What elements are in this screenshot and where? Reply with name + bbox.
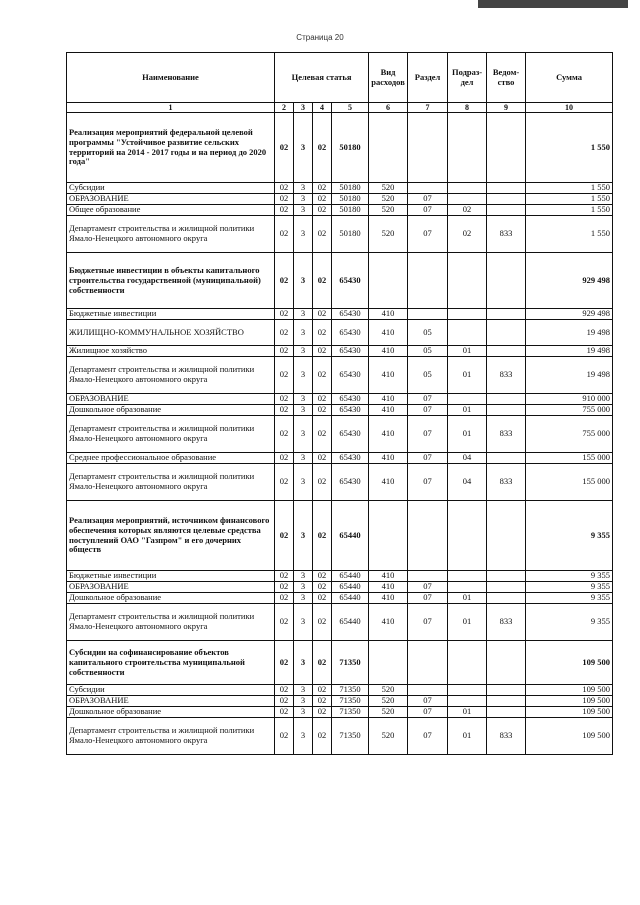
table-row — [67, 696, 613, 707]
subsection-cell: 04 — [448, 464, 487, 501]
target-program-cell: 02 — [275, 405, 294, 416]
table-row — [67, 707, 613, 718]
row-name-cell: Реализация мероприятий федеральной целевой программы "Устойчивое развитие сельских территорий на 2014 - 2017 годы и на период до 2020 года" — [67, 113, 275, 183]
target-subprogram-cell: 3 — [294, 501, 313, 571]
target-group-cell: 02 — [313, 696, 332, 707]
section-cell: 07 — [408, 582, 448, 593]
expense-type-cell: 410 — [369, 593, 408, 604]
target-code-cell: 65430 — [332, 309, 369, 320]
row-name-cell: ОБРАЗОВАНИЕ — [67, 582, 275, 593]
target-program-cell: 02 — [275, 216, 294, 253]
sum-cell: 9 355 — [526, 571, 613, 582]
table-row — [67, 582, 613, 593]
target-program-cell: 02 — [275, 707, 294, 718]
subsection-cell — [448, 582, 487, 593]
sum-cell: 19 498 — [526, 357, 613, 394]
table-row — [67, 604, 613, 641]
table-row — [67, 685, 613, 696]
department-cell: 833 — [487, 216, 526, 253]
sum-cell: 109 500 — [526, 718, 613, 755]
target-program-cell: 02 — [275, 685, 294, 696]
col-num: 10 — [526, 103, 613, 113]
col-num: 3 — [294, 103, 313, 113]
department-cell — [487, 113, 526, 183]
section-cell: 07 — [408, 593, 448, 604]
target-program-cell: 02 — [275, 253, 294, 309]
sum-cell: 1 550 — [526, 216, 613, 253]
department-cell: 833 — [487, 416, 526, 453]
row-name-cell: Департамент строительства и жилищной политики Ямало-Ненецкого автономного округа — [67, 464, 275, 501]
row-name-cell: Субсидии — [67, 685, 275, 696]
section-cell — [408, 501, 448, 571]
section-cell: 07 — [408, 405, 448, 416]
section-cell — [408, 183, 448, 194]
sum-cell: 1 550 — [526, 113, 613, 183]
table-row — [67, 205, 613, 216]
target-group-cell: 02 — [313, 253, 332, 309]
target-group-cell: 02 — [313, 346, 332, 357]
section-cell: 07 — [408, 194, 448, 205]
expense-type-cell: 410 — [369, 571, 408, 582]
section-cell: 07 — [408, 416, 448, 453]
subsection-cell: 01 — [448, 346, 487, 357]
expense-type-cell: 410 — [369, 604, 408, 641]
section-cell: 05 — [408, 320, 448, 346]
expense-type-cell: 410 — [369, 405, 408, 416]
target-code-cell: 50180 — [332, 194, 369, 205]
target-group-cell: 02 — [313, 641, 332, 685]
expense-type-cell — [369, 253, 408, 309]
header-name: Наименование — [67, 53, 275, 103]
target-code-cell: 65430 — [332, 453, 369, 464]
subsection-cell — [448, 501, 487, 571]
target-group-cell: 02 — [313, 394, 332, 405]
sum-cell: 929 498 — [526, 253, 613, 309]
department-cell — [487, 685, 526, 696]
target-subprogram-cell: 3 — [294, 394, 313, 405]
target-code-cell: 71350 — [332, 718, 369, 755]
table-row — [67, 453, 613, 464]
expense-type-cell: 520 — [369, 718, 408, 755]
department-cell — [487, 453, 526, 464]
target-group-cell: 02 — [313, 416, 332, 453]
section-cell — [408, 113, 448, 183]
target-group-cell: 02 — [313, 357, 332, 394]
target-code-cell: 71350 — [332, 707, 369, 718]
target-subprogram-cell: 3 — [294, 604, 313, 641]
department-cell — [487, 320, 526, 346]
table-row — [67, 464, 613, 501]
column-number-row — [67, 103, 613, 113]
expense-type-cell: 520 — [369, 205, 408, 216]
target-group-cell: 02 — [313, 464, 332, 501]
row-name-cell: Жилищное хозяйство — [67, 346, 275, 357]
target-code-cell: 71350 — [332, 696, 369, 707]
department-cell — [487, 253, 526, 309]
expense-type-cell: 520 — [369, 194, 408, 205]
expense-type-cell: 410 — [369, 309, 408, 320]
expense-type-cell: 410 — [369, 416, 408, 453]
subsection-cell — [448, 571, 487, 582]
subsection-cell: 04 — [448, 453, 487, 464]
subsection-cell: 01 — [448, 416, 487, 453]
target-group-cell: 02 — [313, 183, 332, 194]
section-cell — [408, 309, 448, 320]
expense-type-cell: 410 — [369, 394, 408, 405]
target-program-cell: 02 — [275, 582, 294, 593]
target-subprogram-cell: 3 — [294, 183, 313, 194]
table-row — [67, 309, 613, 320]
target-program-cell: 02 — [275, 604, 294, 641]
row-name-cell: ОБРАЗОВАНИЕ — [67, 696, 275, 707]
subsection-cell: 01 — [448, 604, 487, 641]
target-program-cell: 02 — [275, 416, 294, 453]
row-name-cell: Общее образование — [67, 205, 275, 216]
subsection-cell — [448, 696, 487, 707]
target-code-cell: 65440 — [332, 604, 369, 641]
table-row — [67, 183, 613, 194]
section-cell — [408, 641, 448, 685]
row-name-cell: Дошкольное образование — [67, 405, 275, 416]
target-code-cell: 50180 — [332, 216, 369, 253]
section-cell: 05 — [408, 346, 448, 357]
header-expense-type: Вид расходов — [369, 53, 408, 103]
target-group-cell: 02 — [313, 685, 332, 696]
target-code-cell: 71350 — [332, 685, 369, 696]
expense-type-cell: 520 — [369, 183, 408, 194]
target-group-cell: 02 — [313, 718, 332, 755]
table-row — [67, 416, 613, 453]
row-name-cell: Дошкольное образование — [67, 707, 275, 718]
department-cell: 833 — [487, 718, 526, 755]
target-code-cell: 65430 — [332, 416, 369, 453]
target-code-cell: 65440 — [332, 582, 369, 593]
target-subprogram-cell: 3 — [294, 707, 313, 718]
row-name-cell: ЖИЛИЩНО-КОММУНАЛЬНОЕ ХОЗЯЙСТВО — [67, 320, 275, 346]
row-name-cell: Субсидии — [67, 183, 275, 194]
target-program-cell: 02 — [275, 320, 294, 346]
row-name-cell: Департамент строительства и жилищной политики Ямало-Ненецкого автономного округа — [67, 216, 275, 253]
row-name-cell: Субсидии на софинансирование объектов капитального строительства муниципальной собственности — [67, 641, 275, 685]
expense-type-cell: 520 — [369, 696, 408, 707]
target-subprogram-cell: 3 — [294, 685, 313, 696]
subsection-cell: 01 — [448, 405, 487, 416]
department-cell: 833 — [487, 464, 526, 501]
expense-type-cell: 410 — [369, 357, 408, 394]
sum-cell: 9 355 — [526, 593, 613, 604]
department-cell — [487, 309, 526, 320]
target-group-cell: 02 — [313, 205, 332, 216]
table-row — [67, 346, 613, 357]
sum-cell: 1 550 — [526, 183, 613, 194]
sum-cell: 1 550 — [526, 205, 613, 216]
department-cell: 833 — [487, 604, 526, 641]
target-code-cell: 50180 — [332, 113, 369, 183]
table-row — [67, 394, 613, 405]
target-program-cell: 02 — [275, 346, 294, 357]
target-program-cell: 02 — [275, 464, 294, 501]
page-label: Страница 20 — [296, 33, 344, 42]
row-name-cell: Бюджетные инвестиции — [67, 571, 275, 582]
row-name-cell: Дошкольное образование — [67, 593, 275, 604]
target-program-cell: 02 — [275, 501, 294, 571]
section-cell — [408, 685, 448, 696]
sum-cell: 1 550 — [526, 194, 613, 205]
budget-table — [66, 52, 613, 755]
table-row — [67, 357, 613, 394]
table-row — [67, 405, 613, 416]
expense-type-cell: 410 — [369, 464, 408, 501]
target-subprogram-cell: 3 — [294, 641, 313, 685]
target-program-cell: 02 — [275, 696, 294, 707]
target-group-cell: 02 — [313, 309, 332, 320]
section-cell: 07 — [408, 464, 448, 501]
expense-type-cell: 410 — [369, 346, 408, 357]
sum-cell: 109 500 — [526, 641, 613, 685]
row-name-cell: Реализация мероприятий, источником финансового обеспечения которых являются целевые средства поступлений ОАО "Газпром" и его дочерних обществ — [67, 501, 275, 571]
section-cell: 07 — [408, 205, 448, 216]
row-name-cell: Департамент строительства и жилищной политики Ямало-Ненецкого автономного округа — [67, 416, 275, 453]
target-program-cell: 02 — [275, 571, 294, 582]
target-program-cell: 02 — [275, 718, 294, 755]
expense-type-cell: 410 — [369, 582, 408, 593]
target-code-cell: 65430 — [332, 394, 369, 405]
target-code-cell: 65440 — [332, 571, 369, 582]
sum-cell: 755 000 — [526, 405, 613, 416]
target-code-cell: 65430 — [332, 464, 369, 501]
section-cell: 07 — [408, 696, 448, 707]
department-cell — [487, 346, 526, 357]
department-cell — [487, 593, 526, 604]
sum-cell: 155 000 — [526, 464, 613, 501]
subsection-cell: 01 — [448, 357, 487, 394]
sum-cell: 9 355 — [526, 582, 613, 593]
department-cell — [487, 696, 526, 707]
target-subprogram-cell: 3 — [294, 464, 313, 501]
header-sum: Сумма — [526, 53, 613, 103]
target-subprogram-cell: 3 — [294, 405, 313, 416]
target-subprogram-cell: 3 — [294, 357, 313, 394]
target-subprogram-cell: 3 — [294, 582, 313, 593]
subsection-cell — [448, 685, 487, 696]
department-cell — [487, 641, 526, 685]
sum-cell: 9 355 — [526, 604, 613, 641]
section-cell: 07 — [408, 718, 448, 755]
subsection-cell: 02 — [448, 216, 487, 253]
expense-type-cell — [369, 501, 408, 571]
table-row — [67, 501, 613, 571]
section-cell — [408, 571, 448, 582]
target-code-cell: 71350 — [332, 641, 369, 685]
table-row — [67, 320, 613, 346]
expense-type-cell: 520 — [369, 685, 408, 696]
department-cell: 833 — [487, 357, 526, 394]
subsection-cell: 01 — [448, 718, 487, 755]
table-row — [67, 718, 613, 755]
target-program-cell: 02 — [275, 593, 294, 604]
subsection-cell — [448, 183, 487, 194]
section-cell: 07 — [408, 216, 448, 253]
sum-cell: 19 498 — [526, 346, 613, 357]
table-row — [67, 253, 613, 309]
scan-artifact — [478, 0, 628, 8]
subsection-cell — [448, 253, 487, 309]
target-subprogram-cell: 3 — [294, 309, 313, 320]
table-row — [67, 641, 613, 685]
target-program-cell: 02 — [275, 309, 294, 320]
sum-cell: 109 500 — [526, 707, 613, 718]
target-group-cell: 02 — [313, 501, 332, 571]
department-cell — [487, 205, 526, 216]
target-program-cell: 02 — [275, 394, 294, 405]
col-num: 2 — [275, 103, 294, 113]
target-code-cell: 65430 — [332, 320, 369, 346]
header-department: Ведом-ство — [487, 53, 526, 103]
target-code-cell: 50180 — [332, 205, 369, 216]
target-subprogram-cell: 3 — [294, 320, 313, 346]
target-program-cell: 02 — [275, 357, 294, 394]
row-name-cell: Бюджетные инвестиции в объекты капитального строительства государственной (муниципальной) собственности — [67, 253, 275, 309]
target-program-cell: 02 — [275, 183, 294, 194]
col-num: 5 — [332, 103, 369, 113]
expense-type-cell: 410 — [369, 453, 408, 464]
expense-type-cell: 520 — [369, 216, 408, 253]
department-cell — [487, 394, 526, 405]
col-num: 8 — [448, 103, 487, 113]
department-cell — [487, 501, 526, 571]
target-program-cell: 02 — [275, 641, 294, 685]
target-program-cell: 02 — [275, 205, 294, 216]
header-row — [67, 53, 613, 103]
target-subprogram-cell: 3 — [294, 216, 313, 253]
target-group-cell: 02 — [313, 707, 332, 718]
target-subprogram-cell: 3 — [294, 718, 313, 755]
department-cell — [487, 405, 526, 416]
target-subprogram-cell: 3 — [294, 571, 313, 582]
sum-cell: 929 498 — [526, 309, 613, 320]
target-code-cell: 65440 — [332, 501, 369, 571]
department-cell — [487, 582, 526, 593]
subsection-cell — [448, 641, 487, 685]
expense-type-cell: 520 — [369, 707, 408, 718]
target-code-cell: 65430 — [332, 253, 369, 309]
target-subprogram-cell: 3 — [294, 453, 313, 464]
target-group-cell: 02 — [313, 582, 332, 593]
row-name-cell: ОБРАЗОВАНИЕ — [67, 394, 275, 405]
target-subprogram-cell: 3 — [294, 346, 313, 357]
sum-cell: 910 000 — [526, 394, 613, 405]
target-group-cell: 02 — [313, 113, 332, 183]
expense-type-cell — [369, 113, 408, 183]
department-cell — [487, 707, 526, 718]
expense-type-cell — [369, 641, 408, 685]
row-name-cell: Бюджетные инвестиции — [67, 309, 275, 320]
target-subprogram-cell: 3 — [294, 205, 313, 216]
target-subprogram-cell: 3 — [294, 593, 313, 604]
row-name-cell: Департамент строительства и жилищной политики Ямало-Ненецкого автономного округа — [67, 718, 275, 755]
subsection-cell — [448, 309, 487, 320]
sum-cell: 155 000 — [526, 453, 613, 464]
subsection-cell: 01 — [448, 593, 487, 604]
table-row — [67, 593, 613, 604]
target-group-cell: 02 — [313, 593, 332, 604]
section-cell: 07 — [408, 394, 448, 405]
col-num: 1 — [67, 103, 275, 113]
sum-cell: 9 355 — [526, 501, 613, 571]
section-cell: 05 — [408, 357, 448, 394]
target-subprogram-cell: 3 — [294, 253, 313, 309]
department-cell — [487, 571, 526, 582]
department-cell — [487, 183, 526, 194]
sum-cell: 755 000 — [526, 416, 613, 453]
target-program-cell: 02 — [275, 453, 294, 464]
col-num: 7 — [408, 103, 448, 113]
department-cell — [487, 194, 526, 205]
target-code-cell: 65430 — [332, 405, 369, 416]
row-name-cell: ОБРАЗОВАНИЕ — [67, 194, 275, 205]
col-num: 6 — [369, 103, 408, 113]
col-num: 9 — [487, 103, 526, 113]
target-subprogram-cell: 3 — [294, 113, 313, 183]
table-row — [67, 216, 613, 253]
subsection-cell — [448, 113, 487, 183]
target-group-cell: 02 — [313, 604, 332, 641]
target-group-cell: 02 — [313, 216, 332, 253]
target-code-cell: 50180 — [332, 183, 369, 194]
target-program-cell: 02 — [275, 113, 294, 183]
section-cell: 07 — [408, 604, 448, 641]
table-row — [67, 113, 613, 183]
header-target: Целевая статья — [275, 53, 369, 103]
sum-cell: 19 498 — [526, 320, 613, 346]
target-code-cell: 65440 — [332, 593, 369, 604]
col-num: 4 — [313, 103, 332, 113]
target-subprogram-cell: 3 — [294, 696, 313, 707]
header-section: Раздел — [408, 53, 448, 103]
subsection-cell — [448, 320, 487, 346]
subsection-cell — [448, 194, 487, 205]
row-name-cell: Среднее профессиональное образование — [67, 453, 275, 464]
target-group-cell: 02 — [313, 453, 332, 464]
subsection-cell: 01 — [448, 707, 487, 718]
target-subprogram-cell: 3 — [294, 416, 313, 453]
section-cell: 07 — [408, 707, 448, 718]
target-group-cell: 02 — [313, 571, 332, 582]
target-subprogram-cell: 3 — [294, 194, 313, 205]
target-code-cell: 65430 — [332, 346, 369, 357]
subsection-cell — [448, 394, 487, 405]
subsection-cell: 02 — [448, 205, 487, 216]
sum-cell: 109 500 — [526, 685, 613, 696]
table-row — [67, 571, 613, 582]
target-group-cell: 02 — [313, 194, 332, 205]
table-row — [67, 194, 613, 205]
header-subsection: Подраз-дел — [448, 53, 487, 103]
target-code-cell: 65430 — [332, 357, 369, 394]
expense-type-cell: 410 — [369, 320, 408, 346]
target-program-cell: 02 — [275, 194, 294, 205]
row-name-cell: Департамент строительства и жилищной политики Ямало-Ненецкого автономного округа — [67, 357, 275, 394]
sum-cell: 109 500 — [526, 696, 613, 707]
target-group-cell: 02 — [313, 405, 332, 416]
section-cell: 07 — [408, 453, 448, 464]
target-group-cell: 02 — [313, 320, 332, 346]
row-name-cell: Департамент строительства и жилищной политики Ямало-Ненецкого автономного округа — [67, 604, 275, 641]
section-cell — [408, 253, 448, 309]
